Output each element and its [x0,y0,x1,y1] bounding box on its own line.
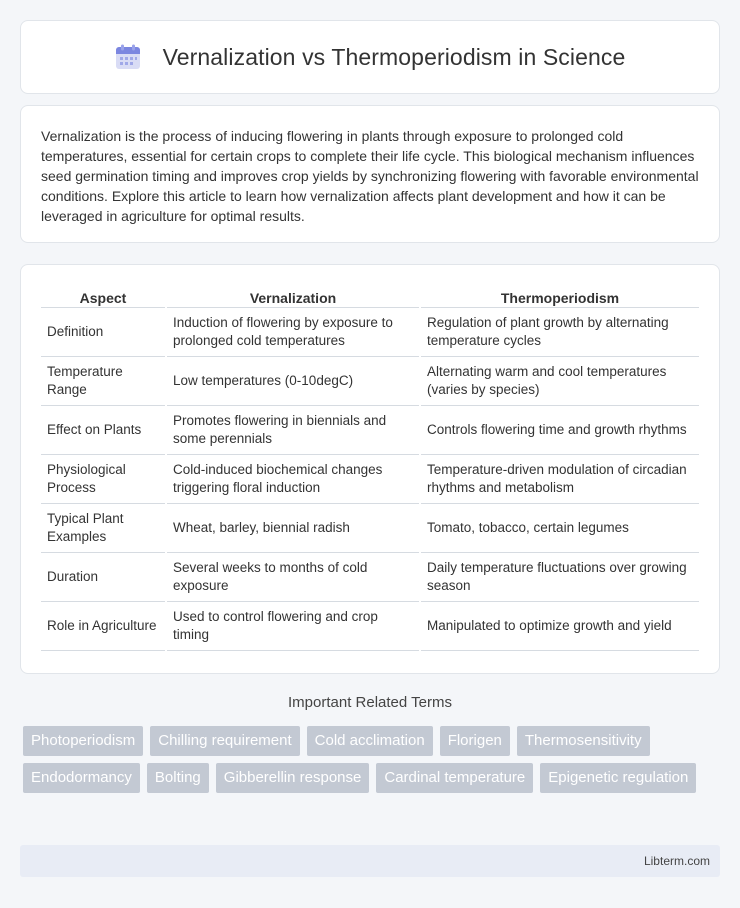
table-cell-aspect: Role in Agriculture [41,602,165,651]
table-header-row [41,285,699,308]
comparison-table-card [20,264,720,674]
related-term-tag[interactable]: Chilling requirement [150,726,299,756]
table-row [41,602,699,651]
table-cell-vernalization: Induction of flowering by exposure to prolonged cold temperatures [167,308,419,357]
table-cell-vernalization: Cold-induced biochemical changes triggering floral induction [167,455,419,504]
related-term-tag[interactable]: Bolting [147,763,209,793]
table-cell-vernalization: Used to control flowering and crop timing [167,602,419,651]
table-row [41,357,699,406]
related-term-tag[interactable]: Epigenetic regulation [540,763,696,793]
table-cell-aspect: Definition [41,308,165,357]
related-term-tag[interactable]: Endodormancy [23,763,140,793]
table-row [41,308,699,357]
intro-paragraph: Vernalization is the process of inducing flowering in plants through exposure to prolonged cold temperatures, essential for certain crops to complete their life cycle. This biological mechanism influences seed germination timing and improves crop yields by synchronizing flowering with favorable environmental conditions. Explore this article to learn how vernalization affects plant development and how it can be leveraged in agriculture for optimal results. [41,128,699,224]
calendar-icon [115,44,141,70]
related-term-tag[interactable]: Gibberellin response [216,763,370,793]
table-cell-aspect: Effect on Plants [41,406,165,455]
footer-site-link[interactable]: Libterm.com [643,854,710,868]
table-cell-thermoperiodism: Controls flowering time and growth rhythms [421,406,699,455]
related-term-tag[interactable]: Thermosensitivity [517,726,650,756]
page-title: Vernalization vs Thermoperiodism in Science [162,43,626,70]
footer [20,845,720,877]
table-cell-thermoperiodism: Regulation of plant growth by alternating temperature cycles [421,308,699,357]
table-cell-thermoperiodism: Tomato, tobacco, certain legumes [421,504,699,553]
table-cell-vernalization: Promotes flowering in biennials and some perennials [167,406,419,455]
table-row [41,406,699,455]
table-row [41,455,699,504]
table-row [41,553,699,602]
table-cell-aspect: Physiological Process [41,455,165,504]
related-term-tag[interactable]: Cold acclimation [307,726,433,756]
table-cell-aspect: Temperature Range [41,357,165,406]
table-cell-aspect: Duration [41,553,165,602]
table-cell-aspect: Typical Plant Examples [41,504,165,553]
related-term-tag[interactable]: Florigen [440,726,510,756]
intro-card [20,105,720,243]
related-terms-heading: Important Related Terms [288,694,452,711]
table-cell-thermoperiodism: Alternating warm and cool temperatures (varies by species) [421,357,699,406]
column-header-aspect: Aspect [41,285,165,308]
related-term-tag[interactable]: Cardinal temperature [376,763,533,793]
table-cell-vernalization: Low temperatures (0-10degC) [167,357,419,406]
table-cell-thermoperiodism: Temperature-driven modulation of circadian rhythms and metabolism [421,455,699,504]
related-terms-list [23,726,723,800]
table-cell-vernalization: Wheat, barley, biennial radish [167,504,419,553]
related-term-tag[interactable]: Photoperiodism [23,726,143,756]
table-row [41,504,699,553]
table-cell-thermoperiodism: Daily temperature fluctuations over growing season [421,553,699,602]
header-card [20,20,720,94]
table-cell-thermoperiodism: Manipulated to optimize growth and yield [421,602,699,651]
column-header-vernalization: Vernalization [167,285,419,308]
comparison-table [39,285,701,651]
column-header-thermoperiodism: Thermoperiodism [421,285,699,308]
table-cell-vernalization: Several weeks to months of cold exposure [167,553,419,602]
